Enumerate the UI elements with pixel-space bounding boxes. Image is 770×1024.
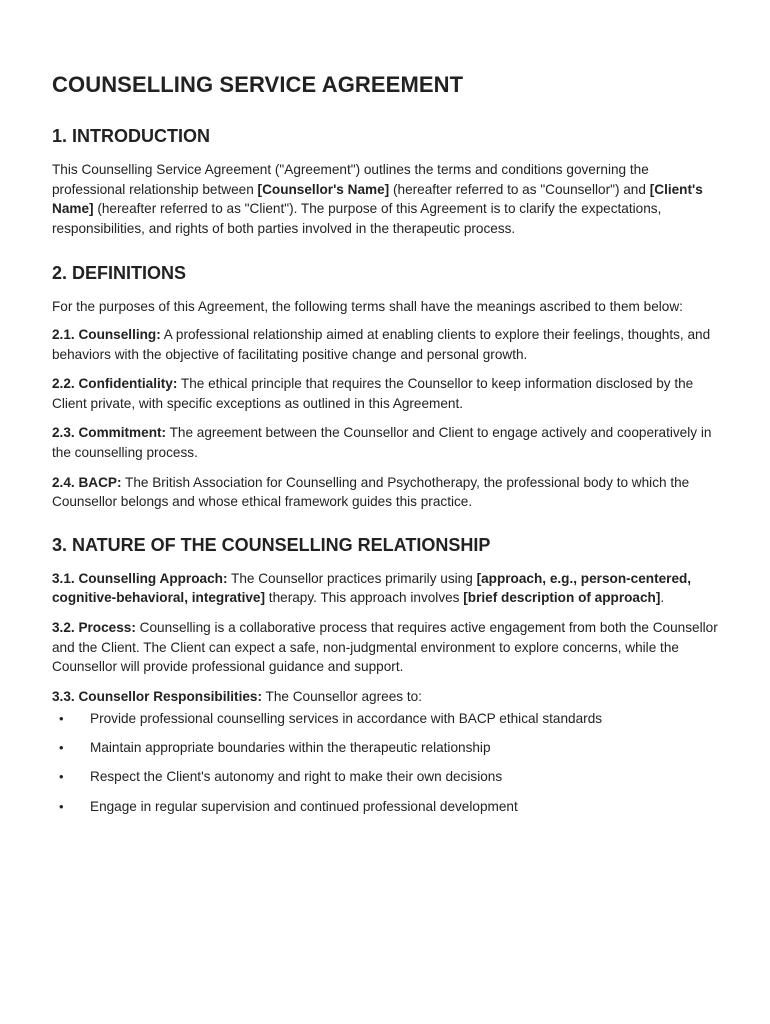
list-item bbox=[52, 738, 718, 758]
document-title: COUNSELLING SERVICE AGREEMENT bbox=[52, 72, 464, 97]
approach-text-b: therapy. This approach involves bbox=[265, 590, 464, 606]
client-name-placeholder: [Client's Name] bbox=[52, 181, 703, 217]
section-nature bbox=[52, 533, 718, 816]
list-item bbox=[52, 767, 718, 787]
counselling-approach-paragraph bbox=[52, 569, 718, 608]
definition-term: 2.1. Counselling: bbox=[52, 326, 161, 342]
approach-placeholder: [approach, e.g., person-centered, cognitive-behavioral, integrative] bbox=[52, 570, 692, 606]
process-term: 3.2. Process: bbox=[52, 619, 136, 635]
introduction-text-a: This Counselling Service Agreement ("Agreement") outlines the terms and conditions governing the professional relationship between bbox=[52, 162, 649, 197]
definition-bacp bbox=[52, 473, 718, 512]
bullet-icon: • bbox=[59, 769, 64, 785]
definition-term: 2.3. Commitment: bbox=[52, 425, 167, 441]
definition-confidentiality bbox=[52, 374, 718, 413]
bullet-icon: • bbox=[59, 740, 64, 756]
approach-text-a: The Counsellor practices primarily using bbox=[227, 570, 477, 586]
bullet-icon: • bbox=[59, 798, 64, 814]
list-item bbox=[52, 709, 718, 729]
definition-counselling bbox=[52, 325, 718, 364]
counsellor-name-placeholder: [Counsellor's Name] bbox=[257, 181, 390, 197]
introduction-text-c: (hereafter referred to as "Client"). The purpose of this Agreement is to clarify the expectations, responsibilities, and rights of both parties involved in the therapeutic process. bbox=[52, 201, 662, 236]
approach-term: 3.1. Counselling Approach: bbox=[52, 570, 228, 586]
definitions-lead: For the purposes of this Agreement, the following terms shall have the meanings ascribed to them below: bbox=[52, 299, 683, 315]
responsibilities-list bbox=[52, 709, 718, 816]
list-item-text: Engage in regular supervision and continued professional development bbox=[90, 798, 518, 814]
process-paragraph bbox=[52, 618, 718, 677]
list-item bbox=[52, 797, 718, 817]
approach-description-placeholder: [brief description of approach] bbox=[463, 590, 661, 606]
list-item-text: Provide professional counselling services in accordance with BACP ethical standards bbox=[90, 711, 603, 727]
bullet-icon: • bbox=[59, 711, 64, 727]
definition-text: A professional relationship aimed at enabling clients to explore their feelings, thoughts, and behaviors with the objective of facilitating positive change and personal growth. bbox=[52, 326, 711, 362]
definition-text: The British Association for Counselling and Psychotherapy, the professional body to which the Counsellor belongs and whose ethical framework guides this practice. bbox=[52, 474, 690, 510]
list-item-text: Respect the Client's autonomy and right to make their own decisions bbox=[90, 769, 503, 785]
section-introduction bbox=[52, 124, 718, 238]
introduction-heading: 1. INTRODUCTION bbox=[52, 126, 211, 146]
responsibilities-term: 3.3. Counsellor Responsibilities: bbox=[52, 688, 262, 704]
definition-term: 2.4. BACP: bbox=[52, 474, 122, 490]
responsibilities-paragraph bbox=[52, 687, 718, 707]
definition-term: 2.2. Confidentiality: bbox=[52, 376, 178, 392]
nature-heading: 3. NATURE OF THE COUNSELLING RELATIONSHIP bbox=[52, 534, 491, 555]
introduction-paragraph bbox=[52, 160, 718, 238]
list-item-text: Maintain appropriate boundaries within the therapeutic relationship bbox=[90, 740, 491, 756]
definitions-heading: 2. DEFINITIONS bbox=[52, 263, 187, 284]
definition-text: The ethical principle that requires the Counsellor to keep information disclosed by the Client private, with specific exceptions as outlined in this Agreement. bbox=[52, 376, 694, 411]
approach-text-c: . bbox=[660, 590, 665, 606]
introduction-text-b: (hereafter referred to as "Counsellor") and bbox=[389, 181, 650, 197]
definition-commitment bbox=[52, 423, 718, 462]
responsibilities-text: The Counsellor agrees to: bbox=[262, 688, 422, 704]
definition-text: The agreement between the Counsellor and Client to engage actively and cooperatively in the counselling process. bbox=[52, 425, 712, 460]
process-text: Counselling is a collaborative process that requires active engagement from both the Counsellor and the Client. The Client can expect a safe, non-judgmental environment to explore concerns, while the Counsellor will provide professional guidance and support. bbox=[52, 619, 718, 675]
section-definitions bbox=[52, 261, 718, 511]
